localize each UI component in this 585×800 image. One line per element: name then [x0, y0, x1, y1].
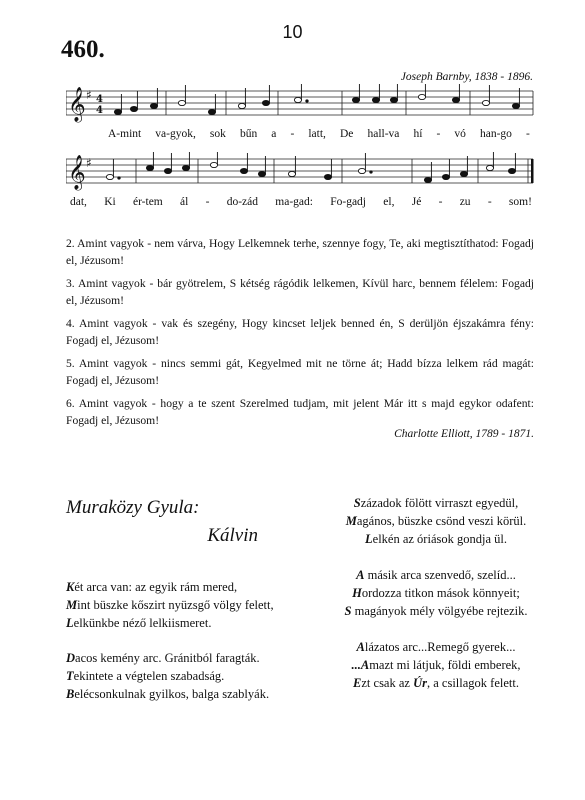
poem-initial: A — [356, 568, 365, 582]
verse-6: 6. Amint vagyok - hogy a te szent Szerelmed tudjam, mit jelent Már itt s majd egykor odafent: Fogadj el, Jézusom! — [66, 397, 534, 427]
lyric-syllable: do-zád — [226, 196, 258, 208]
lyric-syllable: De — [340, 128, 354, 140]
poem-initial: D — [66, 651, 76, 665]
hymn-verses — [66, 236, 534, 436]
lyric-syllable: Ki — [104, 196, 116, 208]
lyric-syllable: ál — [180, 196, 189, 208]
poem-line-text: , a csillagok felett. — [426, 676, 519, 690]
lyric-syllable: - — [205, 196, 210, 208]
poem-initial: S — [344, 604, 352, 618]
poem-initial: S — [353, 496, 361, 510]
poem-line-text: zázadok fölött virraszt egyedül, — [360, 496, 519, 510]
poem-line-text: acos kemény arc. Gránitból faragták. — [75, 651, 260, 665]
lyric-syllable: sok — [209, 128, 226, 140]
poem-line — [66, 614, 326, 632]
poem-line — [66, 649, 326, 667]
verse-5: 5. Amint vagyok - nincs semmi gát, Kegyelmed mit ne törne át; Hadd bízza lelkem rád magát: Fogadj el, Jézusom! — [66, 357, 534, 387]
treble-clef-icon: 𝄞 — [68, 87, 86, 122]
poem-line — [322, 530, 550, 548]
lyric-syllable: el, — [383, 196, 395, 208]
poem-line — [66, 685, 326, 703]
poem-title: Kálvin — [207, 525, 258, 546]
lyric-syllable: Jé — [411, 196, 422, 208]
poem-initial: E — [353, 676, 362, 690]
lyric-syllable: hí — [413, 128, 423, 140]
lyric-syllable: hall-va — [367, 128, 400, 140]
poem-line — [66, 578, 326, 596]
poem-initial: K — [66, 580, 75, 594]
poem-line — [322, 566, 550, 584]
lyric-syllable: - — [487, 196, 492, 208]
verse-4: 4. Amint vagyok - vak és szegény, Hogy kincset leljek benned én, S derüljön éjszakámra fény: Fogadj el, Jézusom! — [66, 317, 534, 347]
poem-initial: ...A — [351, 658, 370, 672]
poem-line — [66, 667, 326, 685]
poem-line-text: ordozza titkon mások könnyeit; — [361, 586, 520, 600]
poem-stanza — [66, 578, 326, 632]
poem-line — [322, 584, 550, 602]
poem-line — [322, 656, 550, 674]
poem-stanza — [66, 649, 326, 703]
lyric-syllable: vó — [454, 128, 466, 140]
lyrics-line-1 — [108, 128, 530, 140]
poem-stanza — [322, 566, 550, 620]
poem-line — [322, 638, 550, 656]
poem-initial: B — [66, 687, 75, 701]
lyric-syllable: A-mint — [108, 128, 142, 140]
svg-text:♯: ♯ — [86, 88, 92, 102]
poem-initial: H — [352, 586, 362, 600]
poem-initial: T — [66, 669, 74, 683]
lyric-syllable: ma-gad: — [275, 196, 313, 208]
poem-line — [322, 512, 550, 530]
verse-3: 3. Amint vagyok - bár gyötrelem, S kétség rágódik lelkemen, Kívül harc, bennem félelem: Fogadj el, Jézusom! — [66, 277, 534, 307]
poem-line — [322, 674, 550, 692]
poem-line-text: agános, büszke csönd veszi körül. — [356, 514, 527, 528]
poem-initial: M — [66, 598, 78, 612]
poem-line-text: elécsonkulnak gyilkos, balga szablyák. — [74, 687, 270, 701]
page-number: 10 — [282, 22, 303, 42]
poem-line-text: magányok mély völgyébe rejtezik. — [351, 604, 528, 618]
lyric-syllable: som! — [508, 196, 532, 208]
composer-credit: Joseph Barnby, 1838 - 1896. — [400, 71, 533, 83]
poem-initial: Úr — [413, 676, 427, 690]
poem-line-text: elkén az óriások gondja ül. — [372, 532, 507, 546]
lyric-syllable: ér-tem — [132, 196, 163, 208]
poem-initial: L — [66, 616, 74, 630]
lyric-syllable: a — [271, 128, 277, 140]
poem-line-text: lázatos arc...Remegő gyerek... — [364, 640, 516, 654]
lyric-syllable: - — [436, 128, 441, 140]
poem-initial: L — [365, 532, 373, 546]
poem-right-column — [322, 494, 550, 710]
poem-line-text: ekintete a végtelen szabadság. — [73, 669, 225, 683]
lyric-syllable: Fo-gadj — [330, 196, 366, 208]
lyricist-credit: Charlotte Elliott, 1789 - 1871. — [394, 428, 534, 440]
poem-line — [66, 596, 326, 614]
lyric-syllable: han-go — [479, 128, 512, 140]
lyric-syllable: latt, — [308, 128, 326, 140]
svg-text:4: 4 — [96, 94, 103, 105]
poem-line-text: elkünkbe néző lelkiismeret. — [73, 616, 212, 630]
poem-line-text: másik arca szenvedő, szelíd... — [364, 568, 516, 582]
poem-line-text: mazt mi látjuk, földi emberek, — [369, 658, 521, 672]
poem-line-text: int büszke kőszirt nyüzsgő völgy felett, — [77, 598, 274, 612]
poem-author: Muraközy Gyula: — [66, 497, 200, 518]
poem-stanza — [322, 494, 550, 548]
poem-initial: M — [345, 514, 357, 528]
poem-heading — [66, 494, 266, 550]
lyric-syllable: - — [290, 128, 295, 140]
music-staff-1 — [66, 84, 536, 124]
svg-text:♯: ♯ — [86, 156, 92, 170]
lyric-syllable: va-gyok, — [155, 128, 196, 140]
poem-initial: A — [356, 640, 365, 654]
lyric-syllable: - — [525, 128, 530, 140]
poem-line — [322, 494, 550, 512]
lyrics-line-2 — [70, 196, 532, 208]
poem-left-column — [66, 578, 326, 720]
music-staff-2 — [66, 152, 536, 192]
lyric-syllable: dat, — [70, 196, 87, 208]
lyric-syllable: - — [438, 196, 443, 208]
poem-line — [322, 602, 550, 620]
poem-stanza — [322, 638, 550, 692]
svg-text:4: 4 — [96, 105, 103, 116]
treble-clef-icon: 𝄞 — [68, 155, 86, 190]
poem-line-text: ét arca van: az egyik rám mered, — [74, 580, 238, 594]
hymn-number: 460. — [61, 36, 105, 63]
lyric-syllable: bűn — [239, 128, 258, 140]
verse-2: 2. Amint vagyok - nem várva, Hogy Lelkemnek terhe, szennye fogy, Te, aki megtisztíthatod: Fogadj el, Jézusom! — [66, 237, 534, 267]
lyric-syllable: zu — [459, 196, 471, 208]
poem-line-text: zt csak az — [361, 676, 414, 690]
